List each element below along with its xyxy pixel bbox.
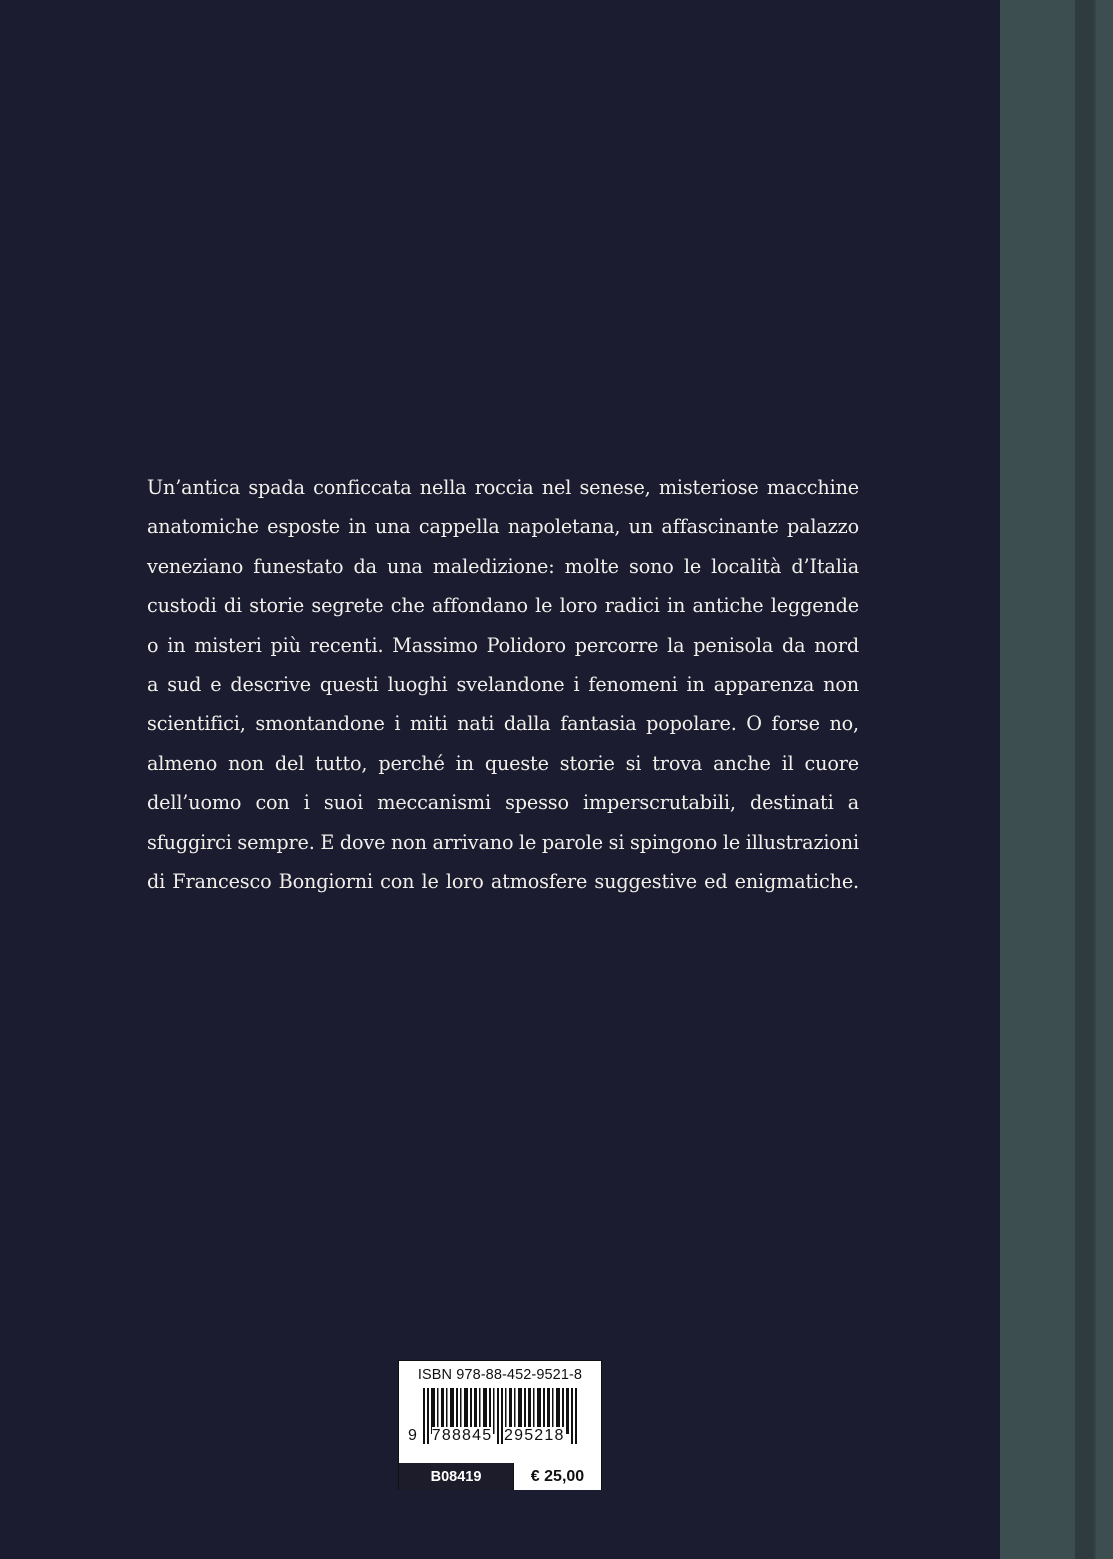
blurb-line: veneziano funestato da una maledizione: molte sono le località d’Italia [147, 554, 859, 578]
blurb-line: custodi di storie segrete che affondano le loro radici in antiche leggende [147, 594, 859, 618]
blurb-line: scientifici, smontandone i miti nati dalla fantasia popolare. O forse no, [147, 712, 859, 736]
product-code: B08419 [399, 1463, 513, 1490]
isbn-barcode-label [398, 1360, 602, 1490]
barcode-digits [408, 1427, 598, 1445]
spine-band-edge [1094, 0, 1096, 1559]
barcode-footer [399, 1463, 601, 1490]
blurb-line: di Francesco Bongiorni con le loro atmosfere suggestive ed enigmatiche. [147, 870, 859, 894]
barcode-digits-left: 788845 [431, 1427, 493, 1444]
blurb-line: sfuggirci sempre. E dove non arrivano le parole si spingono le illustrazioni [147, 830, 859, 854]
spine-band [1075, 0, 1094, 1559]
barcode-digit-first: 9 [408, 1427, 419, 1444]
blurb-line: Un’antica spada conficcata nella roccia nel senese, misteriose macchine [147, 476, 859, 499]
blurb-text [147, 468, 859, 901]
price-label: € 25,00 [513, 1463, 601, 1490]
blurb-line: dell’uomo con i suoi meccanismi spesso imperscrutabili, destinati a [147, 791, 859, 815]
blurb-line: o in misteri più recenti. Massimo Polidoro percorre la penisola da nord [147, 633, 859, 657]
book-spine [1000, 0, 1113, 1559]
barcode-digits-right: 295218 [504, 1427, 565, 1444]
blurb-line: a sud e descrive questi luoghi svelandone i fenomeni in apparenza non [147, 673, 859, 697]
isbn-number: ISBN 978-88-452-9521-8 [417, 1367, 583, 1383]
blurb-line: anatomiche esposte in una cappella napoletana, un affascinante palazzo [147, 515, 859, 539]
blurb-line: almeno non del tutto, perché in queste storie si trova anche il cuore [147, 751, 859, 775]
